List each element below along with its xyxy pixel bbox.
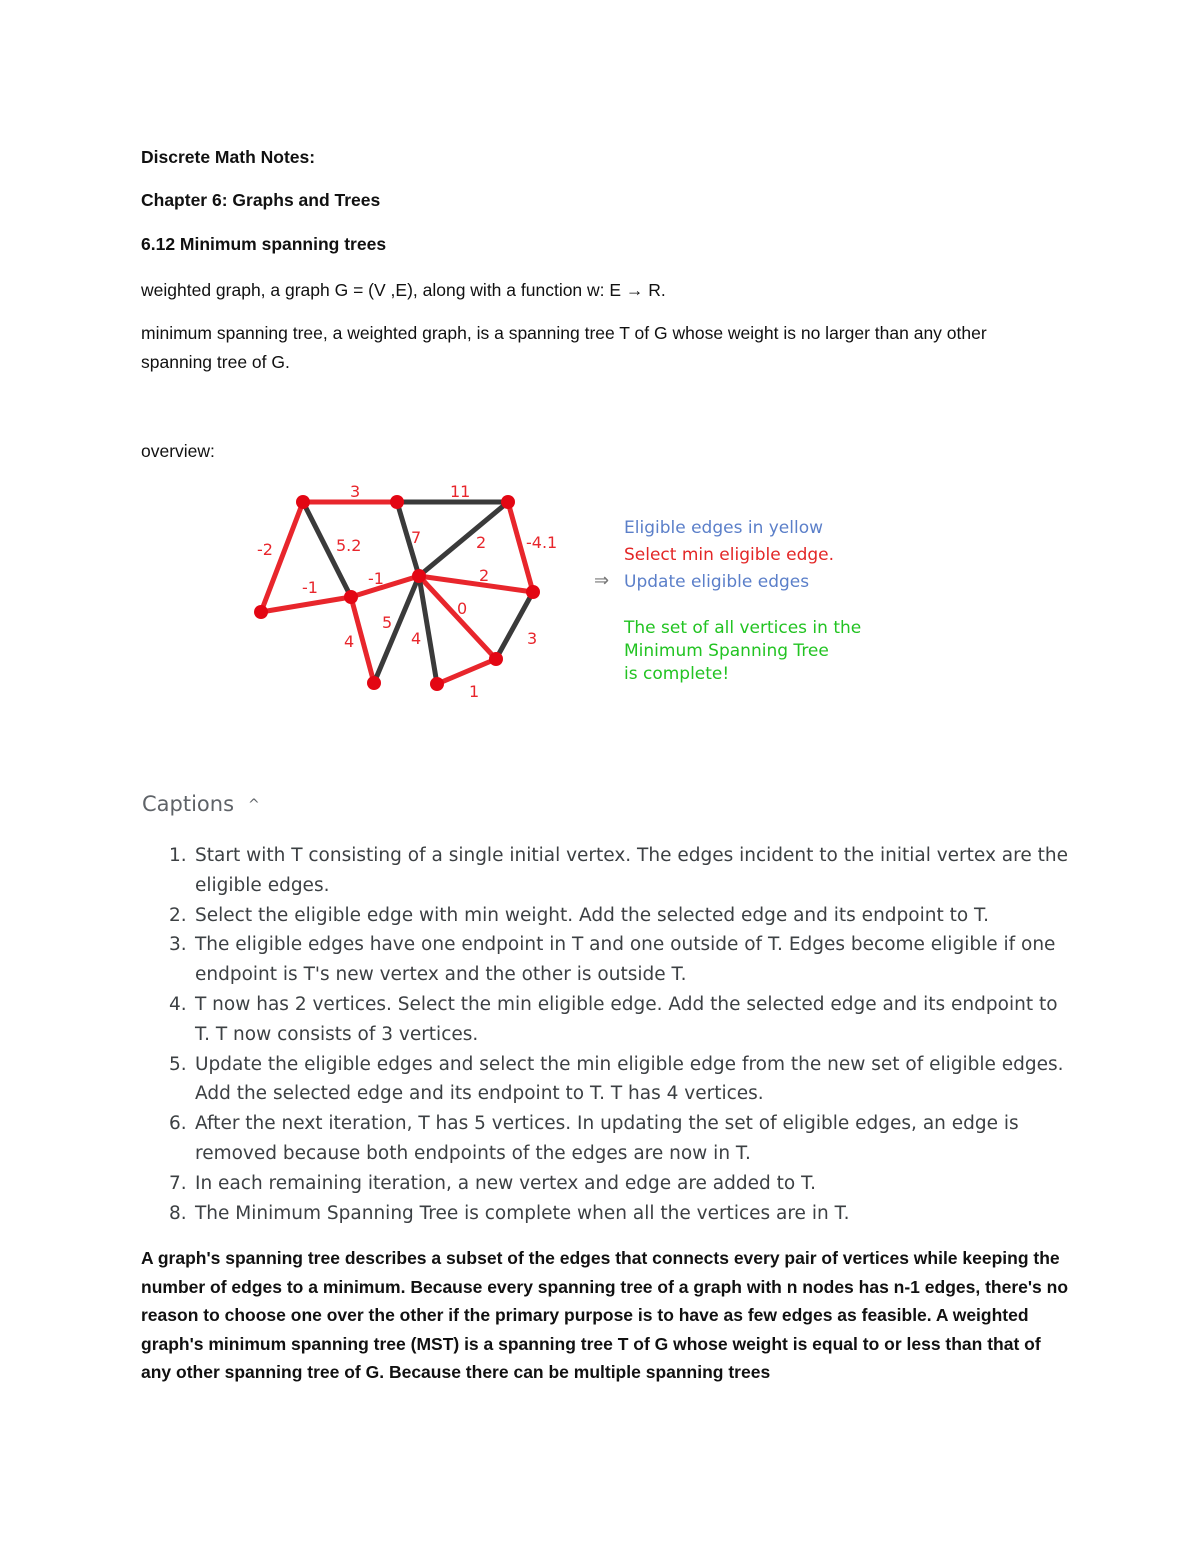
edge-weight-label: 5.2 <box>336 536 362 555</box>
list-item: 8. The Minimum Spanning Tree is complete when all the vertices are in T. <box>169 1202 850 1224</box>
legend-eligible-edges: Eligible edges in yellow <box>624 518 824 538</box>
vertex <box>501 495 515 509</box>
list-item: 4. T now has 2 vertices. Select the min eligible edge. Add the selected edge and its endpoint to T. T now consists of 3 vertices. <box>169 993 1058 1045</box>
edge-weight-label: -1 <box>368 569 384 588</box>
vertex <box>489 652 503 666</box>
edge-weight-label: 2 <box>476 533 487 552</box>
edge-weight-label: -4.1 <box>526 533 558 552</box>
list-item: 2. Select the eligible edge with min weight. Add the selected edge and its endpoint to T. <box>169 904 990 926</box>
vertex <box>296 495 310 509</box>
legend-update-edges: Update eligible edges <box>624 572 810 592</box>
vertex <box>344 590 358 604</box>
edge-2-right <box>419 576 533 592</box>
edge-weight-label: 4 <box>344 632 355 651</box>
right-arrow-icon: ⇒ <box>594 570 610 590</box>
edge-weight-label: 4 <box>411 629 422 648</box>
captions-heading: Captions <box>142 792 235 816</box>
legend-select-min-edge: Select min eligible edge. <box>624 545 835 565</box>
legend-complete-line1: The set of all vertices in the <box>624 618 862 638</box>
edge-weight-label: 3 <box>527 629 538 648</box>
edge-weight-label: 11 <box>450 482 471 501</box>
edge-3-right <box>496 592 533 659</box>
list-item: 3. The eligible edges have one endpoint in T and one outside of T. Edges become eligible if one endpoint is T's new vertex and the other is outside T. <box>169 934 1056 986</box>
vertex <box>254 605 268 619</box>
edge-4-left <box>351 597 374 683</box>
vertex <box>430 677 444 691</box>
edge-weight-label: -1 <box>302 578 318 597</box>
list-item: 1. Start with T consisting of a single initial vertex. The edges incident to the initial vertex are the eligible edges. <box>169 845 1068 896</box>
legend-complete-line3: is complete! <box>624 664 730 684</box>
list-item: 6. After the next iteration, T has 5 vertices. In updating the set of eligible edges, an edge is removed because both endpoints of the edges are now in T. <box>169 1113 1019 1164</box>
captions-toggle[interactable] <box>142 792 260 816</box>
vertex <box>390 495 404 509</box>
edge-2-top <box>419 502 508 576</box>
edge-weight-label: 2 <box>479 566 490 585</box>
mst-graph-figure <box>240 480 580 710</box>
edge-neg1-left <box>261 597 351 612</box>
edge-weight-label: 7 <box>411 528 422 547</box>
captions-list <box>169 841 1075 1228</box>
weighted-graph-definition: weighted graph, a graph G = (V ,E), along with a function w: E → R. <box>141 280 666 300</box>
mst-definition: minimum spanning tree, a weighted graph, is a spanning tree T of G whose weight is no larger than any other spanning tree of G. <box>141 323 987 372</box>
chapter-heading: Chapter 6: Graphs and Trees <box>141 190 381 210</box>
vertex <box>412 569 426 583</box>
closing-paragraph: A graph's spanning tree describes a subset of the edges that connects every pair of vertices while keeping the number of edges to a minimum. Because every spanning tree of a graph with n nodes has n-1 edges, there's no reason to choose one over the other if the primary purpose is to have as few edges as feasible. A weighted graph's minimum spanning tree (MST) is a spanning tree T of G whose weight is equal to or less than that of any other spanning tree of G. Because there can be multiple spanning trees <box>141 1248 1069 1382</box>
edge-weight-label: -2 <box>257 540 273 559</box>
section-heading: 6.12 Minimum spanning trees <box>141 234 387 254</box>
list-item: 5. Update the eligible edges and select the min eligible edge from the new set of eligible edges. Add the selected edge and its endpoint to T. T has 4 vertices. <box>169 1053 1064 1105</box>
legend-complete-line2: Minimum Spanning Tree <box>624 641 829 661</box>
edge-weight-label: 1 <box>469 682 480 701</box>
overview-label: overview: <box>141 441 215 461</box>
notes-title: Discrete Math Notes: <box>141 147 316 167</box>
edge-weight-label: 3 <box>350 482 361 501</box>
list-item: 7. In each remaining iteration, a new vertex and edge are added to T. <box>169 1172 817 1194</box>
edge-1 <box>437 659 496 684</box>
vertex <box>367 676 381 690</box>
edge-weight-label: 5 <box>382 613 393 632</box>
chevron-up-icon: ^ <box>248 797 260 813</box>
vertex <box>526 585 540 599</box>
edge-weight-label: 0 <box>457 599 468 618</box>
